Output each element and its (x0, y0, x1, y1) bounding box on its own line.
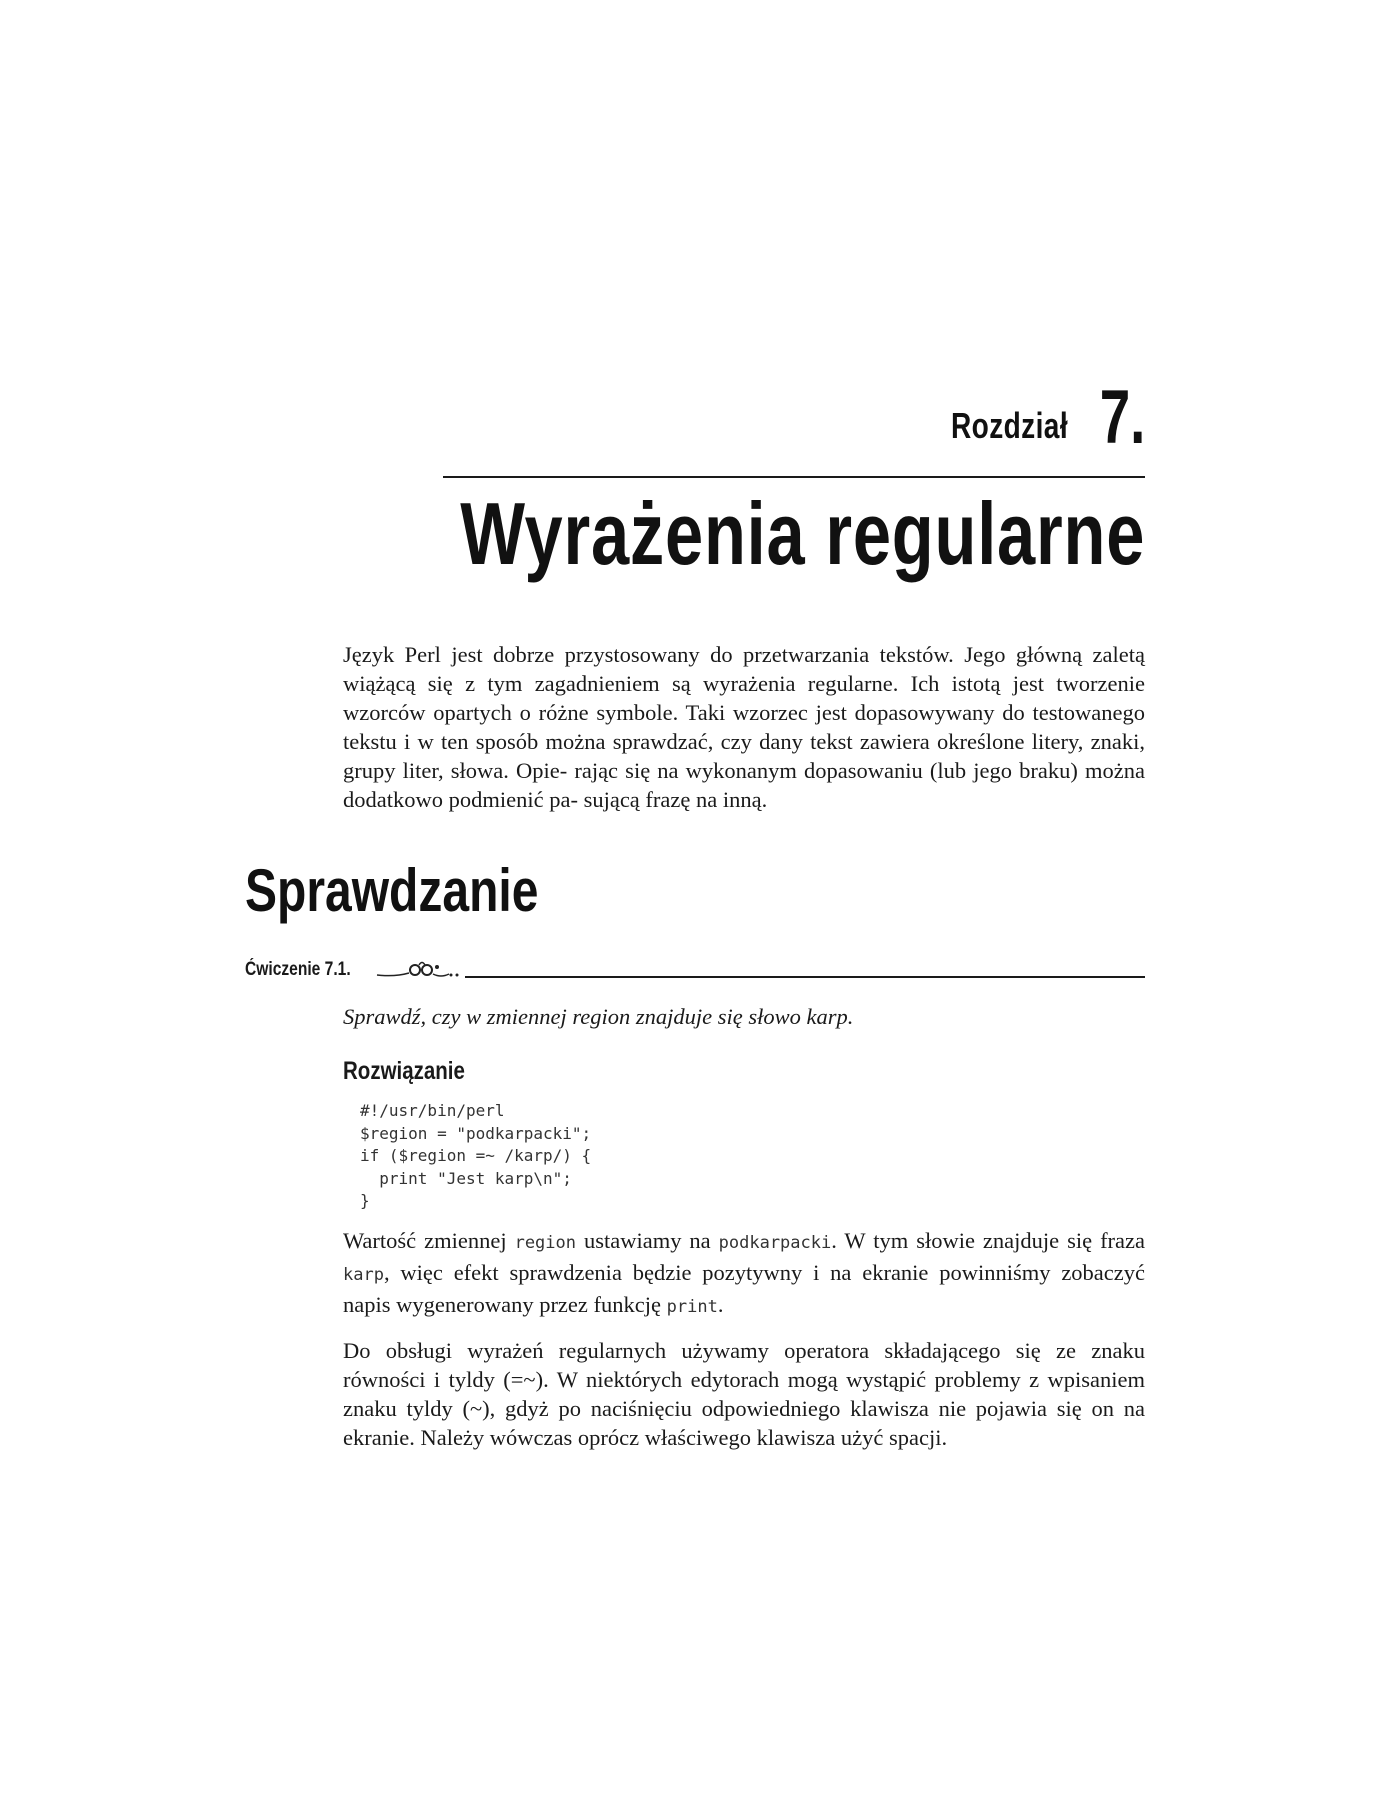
operator-paragraph (343, 1336, 1145, 1452)
explanation-text: . (717, 1292, 724, 1317)
intro-line: o różne symbole. Taki wzorzec jest dopasowywany do testowanego tekstu i w ten sposób (343, 700, 1145, 754)
explanation-text: , więc efekt sprawdzenia będzie pozytywny i na ekranie powinniśmy zobaczyć napis wygenerowany przez funkcję (343, 1260, 1145, 1317)
inline-code: karp (343, 1265, 384, 1285)
operator-line: wówczas oprócz właściwego klawisza użyć spacji. (489, 1425, 948, 1450)
operator-line: Do obsługi wyrażeń regularnych używamy operatora składającego się ze znaku równości (343, 1338, 1145, 1392)
intro-line: można sprawdzać, czy dany tekst zawiera określone litery, znaki, grupy liter, słowa. Opie- (343, 729, 1146, 783)
chapter-label (918, 375, 1145, 460)
explanation-text: ustawiamy na (576, 1228, 719, 1253)
exercise-divider (413, 976, 1145, 978)
ornament-icon (375, 959, 465, 981)
intro-paragraph (343, 640, 1145, 814)
solution-heading: Rozwiązanie (343, 1057, 465, 1085)
section-heading: Sprawdzanie (245, 857, 539, 924)
inline-code: podkarpacki (718, 1233, 832, 1253)
code-line: $region = "podkarpacki"; (360, 1123, 592, 1143)
chapter-number: 7. (1099, 375, 1145, 460)
inline-code: print (666, 1297, 718, 1317)
intro-line: Język Perl jest dobrze przystosowany do przetwarzania tekstów. Jego główną zaletą wiążącą (343, 642, 1145, 696)
code-line: } (360, 1191, 370, 1210)
operator-line: (~), gdyż po naciśnięciu odpowiedniego klawisza nie pojawia się on na ekranie. Należy (343, 1396, 1145, 1450)
exercise-label: Ćwiczenie 7.1. (245, 959, 351, 980)
exercise-task: Sprawdź, czy w zmiennej region znajduje się słowo karp. (343, 1004, 854, 1029)
explanation-text: Wartość zmiennej (343, 1228, 515, 1253)
operator-line: i tyldy (=~). W niektórych edytorach mogą wystąpić problemy z wpisaniem znaku tyldy (343, 1367, 1146, 1421)
chapter-divider (443, 476, 1145, 478)
exercise-header (245, 955, 1145, 985)
inline-code: region (514, 1233, 576, 1253)
code-line: #!/usr/bin/perl (360, 1101, 505, 1120)
code-listing (360, 1100, 591, 1213)
chapter-word: Rozdział (950, 405, 1068, 446)
code-line: if ($region =~ /karp/) { (360, 1146, 592, 1165)
intro-line: rając się na wykonanym dopasowaniu (lub jego braku) można dodatkowo podmienić pa- (343, 758, 1146, 812)
explanation-paragraph (343, 1226, 1145, 1322)
code-line: print "Jest karp\n"; (360, 1168, 572, 1188)
intro-line: sującą frazę na inną. (583, 787, 768, 812)
intro-line: się z tym zagadnieniem są wyrażenia regularne. Ich istotą jest tworzenie wzorców opartych (343, 671, 1146, 725)
explanation-text: . W tym słowie znajduje się fraza (831, 1228, 1146, 1253)
chapter-title: Wyrażenia regularne (460, 484, 1145, 583)
